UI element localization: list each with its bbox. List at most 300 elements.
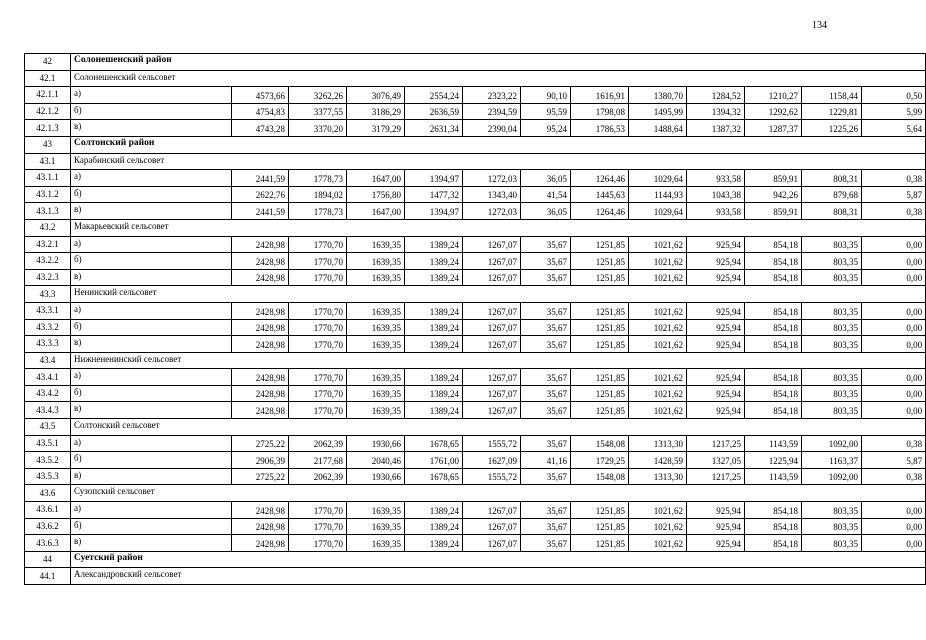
value-cell: 1251,85 <box>571 319 629 336</box>
value-cell: 2622,76 <box>232 186 289 203</box>
value-cell: 1021,62 <box>629 369 687 386</box>
value-cell: 1251,85 <box>571 369 629 386</box>
value-cell: 35,67 <box>521 236 571 253</box>
row-code: 43.1.3 <box>25 203 71 220</box>
value-cell: 35,67 <box>521 502 571 519</box>
value-cell: 1770,70 <box>289 502 347 519</box>
row-code: 44 <box>25 551 71 568</box>
table-row <box>25 518 926 535</box>
value-cell: 1389,24 <box>405 269 463 286</box>
value-cell: 925,94 <box>687 302 745 319</box>
value-cell: 1021,62 <box>629 319 687 336</box>
table-row <box>25 336 926 353</box>
value-cell: 854,18 <box>745 502 802 519</box>
value-cell: 1158,44 <box>802 87 862 104</box>
value-cell: 1488,64 <box>629 120 687 137</box>
value-cell: 933,58 <box>687 170 745 187</box>
value-cell: 854,18 <box>745 369 802 386</box>
value-cell: 1143,59 <box>745 435 802 452</box>
row-variant: в) <box>71 336 232 353</box>
value-cell: 1639,35 <box>347 518 405 535</box>
value-cell: 35,67 <box>521 468 571 485</box>
value-cell: 1251,85 <box>571 336 629 353</box>
value-cell: 0,00 <box>862 319 926 336</box>
row-code: 43.4.3 <box>25 402 71 419</box>
value-cell: 1930,66 <box>347 435 405 452</box>
value-cell: 1761,00 <box>405 452 463 469</box>
value-cell: 2428,98 <box>232 269 289 286</box>
row-variant: а) <box>71 369 232 386</box>
value-cell: 41,16 <box>521 452 571 469</box>
value-cell: 925,94 <box>687 518 745 535</box>
value-cell: 1021,62 <box>629 336 687 353</box>
value-cell: 1092,00 <box>802 435 862 452</box>
council-row <box>25 568 926 585</box>
value-cell: 1292,62 <box>745 103 802 120</box>
value-cell: 803,35 <box>802 369 862 386</box>
value-cell: 35,67 <box>521 302 571 319</box>
value-cell: 2390,04 <box>463 120 521 137</box>
row-code: 43.6 <box>25 485 71 502</box>
value-cell: 0,00 <box>862 535 926 552</box>
value-cell: 1445,63 <box>571 186 629 203</box>
value-cell: 1267,07 <box>463 269 521 286</box>
value-cell: 1548,08 <box>571 468 629 485</box>
value-cell: 1616,91 <box>571 87 629 104</box>
council-row <box>25 286 926 303</box>
row-code: 44.1 <box>25 568 71 585</box>
value-cell: 1021,62 <box>629 302 687 319</box>
council-row <box>25 153 926 170</box>
value-cell: 35,67 <box>521 535 571 552</box>
value-cell: 1729,25 <box>571 452 629 469</box>
value-cell: 1029,64 <box>629 203 687 220</box>
table-row <box>25 253 926 270</box>
value-cell: 2631,34 <box>405 120 463 137</box>
row-code: 43.2.3 <box>25 269 71 286</box>
value-cell: 3179,29 <box>347 120 405 137</box>
value-cell: 0,00 <box>862 385 926 402</box>
value-cell: 2323,22 <box>463 87 521 104</box>
value-cell: 0,38 <box>862 170 926 187</box>
value-cell: 2062,39 <box>289 435 347 452</box>
value-cell: 2636,59 <box>405 103 463 120</box>
council-name: Сузопский сельсовет <box>71 485 926 502</box>
value-cell: 2428,98 <box>232 518 289 535</box>
row-code: 42 <box>25 54 71 71</box>
value-cell: 854,18 <box>745 269 802 286</box>
row-code: 43.4 <box>25 352 71 369</box>
value-cell: 1770,70 <box>289 385 347 402</box>
value-cell: 879,68 <box>802 186 862 203</box>
value-cell: 35,67 <box>521 369 571 386</box>
value-cell: 925,94 <box>687 269 745 286</box>
value-cell: 925,94 <box>687 236 745 253</box>
row-code: 43.3 <box>25 286 71 303</box>
value-cell: 36,05 <box>521 203 571 220</box>
value-cell: 1021,62 <box>629 269 687 286</box>
row-code: 43.5 <box>25 419 71 436</box>
council-row <box>25 485 926 502</box>
value-cell: 2177,68 <box>289 452 347 469</box>
table-row <box>25 269 926 286</box>
value-cell: 854,18 <box>745 236 802 253</box>
value-cell: 854,18 <box>745 535 802 552</box>
value-cell: 3186,29 <box>347 103 405 120</box>
value-cell: 0,38 <box>862 468 926 485</box>
value-cell: 854,18 <box>745 518 802 535</box>
value-cell: 2554,24 <box>405 87 463 104</box>
council-name: Александровский сельсовет <box>71 568 926 585</box>
value-cell: 1264,46 <box>571 170 629 187</box>
value-cell: 2062,39 <box>289 468 347 485</box>
row-code: 43.3.2 <box>25 319 71 336</box>
value-cell: 1021,62 <box>629 385 687 402</box>
value-cell: 1210,27 <box>745 87 802 104</box>
value-cell: 1639,35 <box>347 336 405 353</box>
value-cell: 1770,70 <box>289 518 347 535</box>
value-cell: 1639,35 <box>347 236 405 253</box>
council-row <box>25 419 926 436</box>
value-cell: 1770,70 <box>289 269 347 286</box>
row-code: 43.4.1 <box>25 369 71 386</box>
row-code: 43.3.1 <box>25 302 71 319</box>
value-cell: 1778,73 <box>289 203 347 220</box>
value-cell: 1029,64 <box>629 170 687 187</box>
value-cell: 35,67 <box>521 269 571 286</box>
row-variant: в) <box>71 402 232 419</box>
value-cell: 1786,53 <box>571 120 629 137</box>
table-row <box>25 535 926 552</box>
district-name: Солтонский район <box>71 136 926 153</box>
value-cell: 2906,39 <box>232 452 289 469</box>
value-cell: 1284,52 <box>687 87 745 104</box>
value-cell: 1217,25 <box>687 468 745 485</box>
value-cell: 35,67 <box>521 253 571 270</box>
value-cell: 1639,35 <box>347 253 405 270</box>
value-cell: 803,35 <box>802 385 862 402</box>
value-cell: 1389,24 <box>405 535 463 552</box>
value-cell: 1251,85 <box>571 385 629 402</box>
value-cell: 2394,59 <box>463 103 521 120</box>
value-cell: 854,18 <box>745 319 802 336</box>
table-row <box>25 120 926 137</box>
value-cell: 1021,62 <box>629 502 687 519</box>
value-cell: 1267,07 <box>463 253 521 270</box>
value-cell: 0,00 <box>862 502 926 519</box>
value-cell: 803,35 <box>802 535 862 552</box>
row-code: 43.3.3 <box>25 336 71 353</box>
value-cell: 1639,35 <box>347 535 405 552</box>
row-variant: б) <box>71 319 232 336</box>
row-code: 43.1.1 <box>25 170 71 187</box>
value-cell: 942,26 <box>745 186 802 203</box>
value-cell: 1251,85 <box>571 502 629 519</box>
value-cell: 925,94 <box>687 253 745 270</box>
value-cell: 2428,98 <box>232 535 289 552</box>
value-cell: 0,00 <box>862 369 926 386</box>
value-cell: 2725,22 <box>232 468 289 485</box>
value-cell: 1477,32 <box>405 186 463 203</box>
value-cell: 859,91 <box>745 203 802 220</box>
value-cell: 1894,02 <box>289 186 347 203</box>
row-code: 43.6.2 <box>25 518 71 535</box>
value-cell: 1930,66 <box>347 468 405 485</box>
row-code: 43.1.2 <box>25 186 71 203</box>
value-cell: 1267,07 <box>463 402 521 419</box>
value-cell: 1428,59 <box>629 452 687 469</box>
value-cell: 0,00 <box>862 402 926 419</box>
value-cell: 1770,70 <box>289 302 347 319</box>
value-cell: 1639,35 <box>347 385 405 402</box>
row-code: 42.1.3 <box>25 120 71 137</box>
value-cell: 4573,66 <box>232 87 289 104</box>
value-cell: 1389,24 <box>405 336 463 353</box>
value-cell: 2428,98 <box>232 319 289 336</box>
row-variant: а) <box>71 302 232 319</box>
council-name: Карабинский сельсовет <box>71 153 926 170</box>
value-cell: 1639,35 <box>347 369 405 386</box>
value-cell: 1021,62 <box>629 253 687 270</box>
council-row <box>25 352 926 369</box>
value-cell: 1313,30 <box>629 468 687 485</box>
value-cell: 1251,85 <box>571 253 629 270</box>
table-row <box>25 319 926 336</box>
value-cell: 1647,00 <box>347 203 405 220</box>
value-cell: 2441,59 <box>232 203 289 220</box>
table-row <box>25 402 926 419</box>
value-cell: 0,38 <box>862 435 926 452</box>
value-cell: 1313,30 <box>629 435 687 452</box>
value-cell: 2441,59 <box>232 170 289 187</box>
value-cell: 4743,28 <box>232 120 289 137</box>
row-variant: в) <box>71 120 232 137</box>
row-variant: в) <box>71 269 232 286</box>
value-cell: 925,94 <box>687 402 745 419</box>
value-cell: 1225,94 <box>745 452 802 469</box>
value-cell: 1555,72 <box>463 468 521 485</box>
value-cell: 803,35 <box>802 518 862 535</box>
value-cell: 1251,85 <box>571 236 629 253</box>
value-cell: 925,94 <box>687 336 745 353</box>
value-cell: 1021,62 <box>629 535 687 552</box>
value-cell: 1251,85 <box>571 302 629 319</box>
value-cell: 35,67 <box>521 518 571 535</box>
district-name: Суетский район <box>71 551 926 568</box>
table-row <box>25 186 926 203</box>
value-cell: 854,18 <box>745 402 802 419</box>
value-cell: 1770,70 <box>289 236 347 253</box>
value-cell: 1267,07 <box>463 236 521 253</box>
value-cell: 1389,24 <box>405 502 463 519</box>
row-variant: б) <box>71 385 232 402</box>
council-name: Макарьевский сельсовет <box>71 219 926 236</box>
value-cell: 1389,24 <box>405 518 463 535</box>
value-cell: 925,94 <box>687 319 745 336</box>
value-cell: 1389,24 <box>405 253 463 270</box>
value-cell: 1267,07 <box>463 336 521 353</box>
district-row <box>25 136 926 153</box>
value-cell: 1639,35 <box>347 402 405 419</box>
value-cell: 1264,46 <box>571 203 629 220</box>
page-number: 134 <box>812 20 827 31</box>
table-row <box>25 236 926 253</box>
value-cell: 0,00 <box>862 518 926 535</box>
value-cell: 2428,98 <box>232 236 289 253</box>
value-cell: 35,67 <box>521 319 571 336</box>
value-cell: 35,67 <box>521 402 571 419</box>
value-cell: 803,35 <box>802 253 862 270</box>
row-variant: а) <box>71 502 232 519</box>
row-variant: б) <box>71 518 232 535</box>
row-variant: в) <box>71 203 232 220</box>
value-cell: 803,35 <box>802 269 862 286</box>
value-cell: 1267,07 <box>463 535 521 552</box>
value-cell: 925,94 <box>687 385 745 402</box>
value-cell: 3370,20 <box>289 120 347 137</box>
value-cell: 1639,35 <box>347 302 405 319</box>
value-cell: 1756,80 <box>347 186 405 203</box>
value-cell: 1798,08 <box>571 103 629 120</box>
value-cell: 1770,70 <box>289 336 347 353</box>
value-cell: 1092,00 <box>802 468 862 485</box>
table-row <box>25 103 926 120</box>
value-cell: 1389,24 <box>405 369 463 386</box>
value-cell: 1394,32 <box>687 103 745 120</box>
district-name: Солонешенский район <box>71 54 926 71</box>
value-cell: 803,35 <box>802 319 862 336</box>
value-cell: 0,00 <box>862 336 926 353</box>
value-cell: 2725,22 <box>232 435 289 452</box>
value-cell: 1217,25 <box>687 435 745 452</box>
value-cell: 1267,07 <box>463 518 521 535</box>
value-cell: 36,05 <box>521 170 571 187</box>
value-cell: 1639,35 <box>347 269 405 286</box>
value-cell: 2428,98 <box>232 336 289 353</box>
table-row <box>25 502 926 519</box>
value-cell: 5,64 <box>862 120 926 137</box>
value-cell: 808,31 <box>802 170 862 187</box>
value-cell: 1389,24 <box>405 385 463 402</box>
value-cell: 1778,73 <box>289 170 347 187</box>
value-cell: 1770,70 <box>289 369 347 386</box>
value-cell: 95,24 <box>521 120 571 137</box>
value-cell: 808,31 <box>802 203 862 220</box>
value-cell: 1555,72 <box>463 435 521 452</box>
value-cell: 1647,00 <box>347 170 405 187</box>
value-cell: 1770,70 <box>289 253 347 270</box>
district-row <box>25 54 926 71</box>
row-variant: б) <box>71 253 232 270</box>
value-cell: 1495,99 <box>629 103 687 120</box>
row-code: 43.5.1 <box>25 435 71 452</box>
row-variant: в) <box>71 468 232 485</box>
row-variant: а) <box>71 87 232 104</box>
value-cell: 2428,98 <box>232 302 289 319</box>
value-cell: 95,59 <box>521 103 571 120</box>
value-cell: 1251,85 <box>571 535 629 552</box>
row-code: 42.1.1 <box>25 87 71 104</box>
value-cell: 3076,49 <box>347 87 405 104</box>
value-cell: 1021,62 <box>629 518 687 535</box>
value-cell: 2428,98 <box>232 402 289 419</box>
value-cell: 1627,09 <box>463 452 521 469</box>
row-code: 43.6.3 <box>25 535 71 552</box>
value-cell: 1272,03 <box>463 203 521 220</box>
tariff-table <box>24 53 926 585</box>
value-cell: 2040,46 <box>347 452 405 469</box>
value-cell: 1389,24 <box>405 236 463 253</box>
value-cell: 1163,37 <box>802 452 862 469</box>
row-code: 43 <box>25 136 71 153</box>
council-name: Нижнененинский сельсовет <box>71 352 926 369</box>
value-cell: 1343,40 <box>463 186 521 203</box>
value-cell: 2428,98 <box>232 385 289 402</box>
value-cell: 0,00 <box>862 236 926 253</box>
table-row <box>25 369 926 386</box>
value-cell: 35,67 <box>521 435 571 452</box>
row-variant: б) <box>71 452 232 469</box>
value-cell: 1043,38 <box>687 186 745 203</box>
value-cell: 1770,70 <box>289 319 347 336</box>
value-cell: 5,87 <box>862 186 926 203</box>
value-cell: 1389,24 <box>405 302 463 319</box>
value-cell: 1267,07 <box>463 369 521 386</box>
value-cell: 933,58 <box>687 203 745 220</box>
row-code: 43.2.1 <box>25 236 71 253</box>
table-row <box>25 170 926 187</box>
council-row <box>25 70 926 87</box>
value-cell: 1287,37 <box>745 120 802 137</box>
value-cell: 0,00 <box>862 253 926 270</box>
value-cell: 1251,85 <box>571 269 629 286</box>
table-row <box>25 435 926 452</box>
row-code: 43.4.2 <box>25 385 71 402</box>
value-cell: 1272,03 <box>463 170 521 187</box>
value-cell: 1394,97 <box>405 203 463 220</box>
value-cell: 1267,07 <box>463 502 521 519</box>
value-cell: 0,50 <box>862 87 926 104</box>
value-cell: 1021,62 <box>629 236 687 253</box>
value-cell: 1267,07 <box>463 302 521 319</box>
council-row <box>25 219 926 236</box>
value-cell: 41,54 <box>521 186 571 203</box>
value-cell: 925,94 <box>687 502 745 519</box>
row-variant: а) <box>71 435 232 452</box>
table-row <box>25 302 926 319</box>
row-code: 43.5.2 <box>25 452 71 469</box>
value-cell: 35,67 <box>521 336 571 353</box>
council-name: Солтонский сельсовет <box>71 419 926 436</box>
value-cell: 854,18 <box>745 253 802 270</box>
table-row <box>25 468 926 485</box>
value-cell: 803,35 <box>802 502 862 519</box>
value-cell: 1389,24 <box>405 319 463 336</box>
row-code: 43.5.3 <box>25 468 71 485</box>
value-cell: 1327,05 <box>687 452 745 469</box>
value-cell: 803,35 <box>802 302 862 319</box>
value-cell: 854,18 <box>745 302 802 319</box>
row-variant: в) <box>71 535 232 552</box>
value-cell: 1389,24 <box>405 402 463 419</box>
value-cell: 90,10 <box>521 87 571 104</box>
value-cell: 4754,83 <box>232 103 289 120</box>
value-cell: 854,18 <box>745 336 802 353</box>
value-cell: 1678,65 <box>405 468 463 485</box>
value-cell: 5,87 <box>862 452 926 469</box>
value-cell: 35,67 <box>521 385 571 402</box>
value-cell: 3377,55 <box>289 103 347 120</box>
